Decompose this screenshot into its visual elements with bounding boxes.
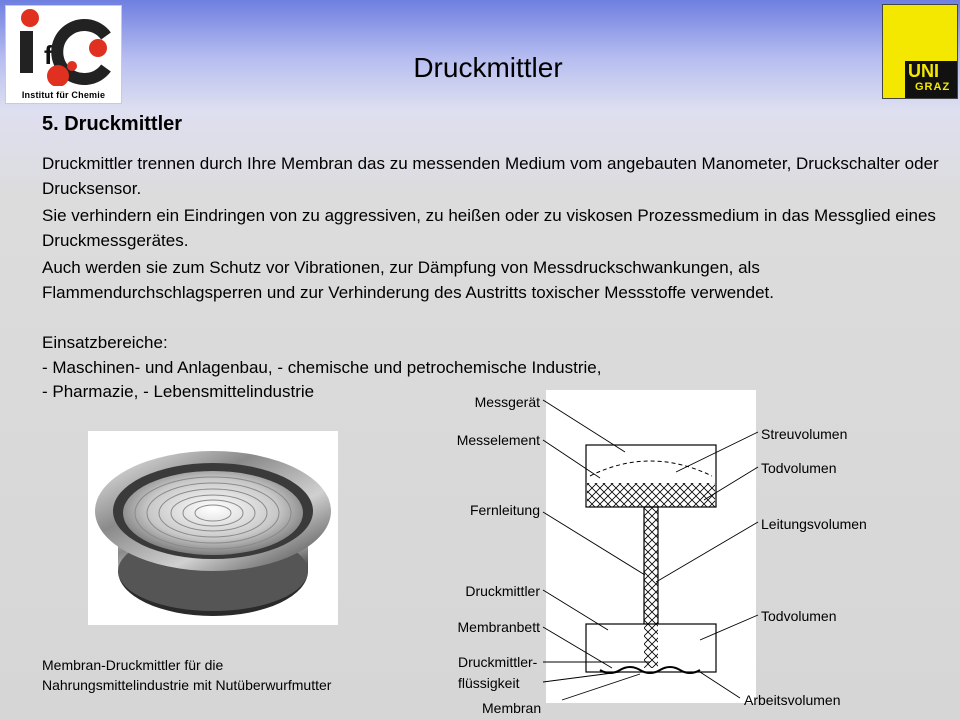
druckmittler-channel — [644, 624, 658, 668]
svg-text:f: f — [44, 40, 53, 70]
label-leitungsvolumen: Leitungsvolumen — [761, 516, 867, 532]
ifc-logo-caption: Institut für Chemie — [21, 90, 106, 100]
paragraph-2: Sie verhindern ein Eindringen von zu aggressiven, zu heißen oder zu viskosen Prozessmedium in das Messglied eines Druckmessgerätes. — [42, 206, 936, 250]
label-druckmittlerfluessigkeit — [458, 652, 537, 694]
label-fluessigkeit-line-2: flüssigkeit — [458, 675, 520, 691]
label-fernleitung: Fernleitung — [469, 502, 540, 518]
label-membran: Membran — [482, 700, 542, 716]
label-messelement: Messelement — [456, 432, 540, 448]
einsatzbereiche-line-1: - Maschinen- und Anlagenbau, - chemische und petrochemische Industrie, — [42, 357, 602, 377]
einsatzbereiche-line-2: - Pharmazie, - Lebensmittelindustrie — [42, 382, 315, 401]
label-druckmittler: Druckmittler — [465, 583, 540, 599]
einsatzbereiche-title: Einsatzbereiche: — [42, 333, 168, 352]
label-todvolumen-top: Todvolumen — [761, 460, 837, 476]
section-heading: 5. Druckmittler — [42, 113, 183, 135]
uni-graz-logo-line2: GRAZ — [915, 81, 951, 93]
uni-graz-logo-line1: UNI — [908, 61, 939, 81]
messgeraet-fill — [587, 483, 715, 507]
label-membranbett: Membranbett — [457, 619, 540, 635]
label-streuvolumen: Streuvolumen — [761, 426, 848, 442]
paragraph-3: Auch werden sie zum Schutz vor Vibrationen, zur Dämpfung von Messdruckschwankungen, als Flammendurchschlagsperren und zur Verhinderung des Austritts toxischer Messstoffe verwendet. — [42, 258, 774, 302]
label-messgeraet: Messgerät — [474, 394, 540, 410]
slide-title: Druckmittler — [413, 52, 563, 83]
label-arbeitsvolumen: Arbeitsvolumen — [744, 692, 841, 708]
label-fluessigkeit-line-1: Druckmittler- — [458, 654, 538, 670]
photo-caption-line-1: Membran-Druckmittler für die — [42, 657, 224, 673]
label-todvolumen-bottom: Todvolumen — [761, 608, 837, 624]
paragraph-1: Druckmittler trennen durch Ihre Membran das zu messenden Medium vom angebauten Manometer, Druckschalter oder Drucksensor. — [42, 154, 939, 198]
fernleitung-tube — [644, 507, 658, 625]
photo-caption-line-2: Nahrungsmittelindustrie mit Nutüberwurfmutter — [42, 677, 332, 693]
